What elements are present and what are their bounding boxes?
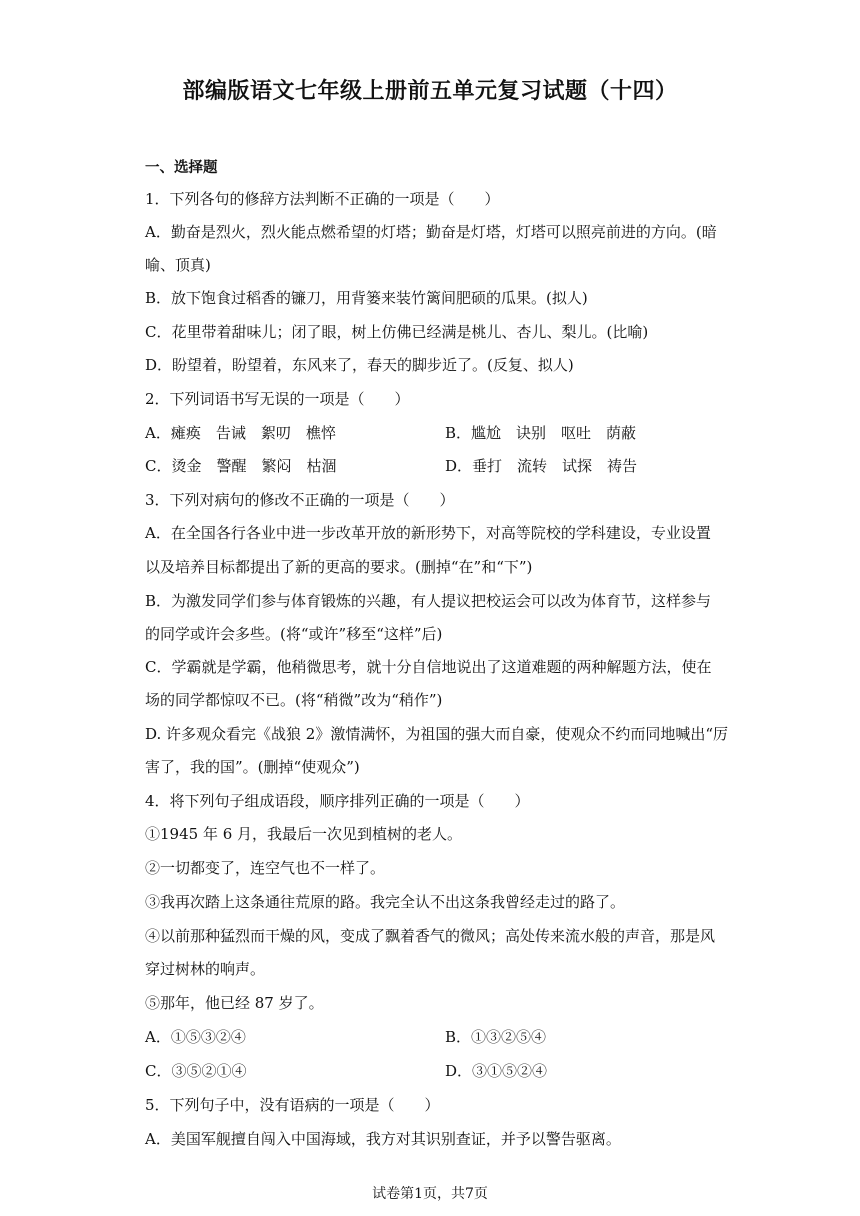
q1-option-d: D．盼望着，盼望着，东风来了，春天的脚步近了。(反复、拟人) [145, 356, 574, 374]
q4-sentence-4-cont: 穿过树林的响声。 [145, 960, 266, 978]
q2-option-d: D．垂打 流转 试探 祷告 [445, 457, 638, 475]
q2-option-a: A．瘫痪 告诫 絮叨 樵悴 [145, 424, 336, 442]
q4-sentence-3: ③我再次踏上这条通往荒原的路。我完全认不出这条我曾经走过的路了。 [145, 893, 626, 911]
question-5-stem: 5．下列句子中，没有语病的一项是（ ） [145, 1096, 440, 1114]
q2-option-b: B．尴尬 诀别 呕吐 荫蔽 [445, 424, 637, 442]
q1-option-a: A．勤奋是烈火，烈火能点燃希望的灯塔；勤奋是灯塔，灯塔可以照亮前进的方向。(暗 [145, 223, 717, 241]
q4-sentence-1: ①1945 年 6 月，我最后一次见到植树的老人。 [145, 825, 463, 843]
q3-option-d-cont: 害了，我的国”。(删掉“使观众”) [145, 758, 360, 776]
q4-option-b: B．①③②⑤④ [445, 1028, 547, 1046]
q2-option-c: C．烫金 警醒 繁闷 枯涸 [145, 457, 337, 475]
q3-option-b: B．为激发同学们参与体育锻炼的兴趣，有人提议把校运会可以改为体育节，这样参与 [145, 592, 712, 610]
question-1-stem: 1．下列各句的修辞方法判断不正确的一项是（ ） [145, 190, 500, 208]
q3-option-d: D. 许多观众看完《战狼 2》激情满怀，为祖国的强大而自豪，使观众不约而同地喊出“厉 [145, 725, 729, 743]
q3-option-c: C．学霸就是学霸，他稍微思考，就十分自信地说出了这道难题的两种解题方法，使在 [145, 658, 712, 676]
q3-option-a: A．在全国各行各业中进一步改革开放的新形势下，对高等院校的学科建设，专业设置 [145, 524, 711, 542]
q5-option-a: A．美国军舰擅自闯入中国海域，我方对其识别查证，并予以警告驱离。 [145, 1130, 621, 1148]
q3-option-a-cont: 以及培养目标都提出了新的更高的要求。(删掉“在”和“下”) [145, 558, 533, 576]
question-2-stem: 2．下列词语书写无误的一项是（ ） [145, 390, 410, 408]
question-3-stem: 3．下列对病句的修改不正确的一项是（ ） [145, 491, 455, 509]
question-4-stem: 4．将下列句子组成语段，顺序排列正确的一项是（ ） [145, 792, 530, 810]
q3-option-c-cont: 场的同学都惊叹不已。(将“稍微”改为“稍作”) [145, 691, 443, 709]
q4-option-d: D．③①⑤②④ [445, 1062, 548, 1080]
q4-sentence-5: ⑤那年，他已经 87 岁了。 [145, 994, 324, 1012]
section-heading: 一、选择题 [145, 160, 218, 176]
page-title: 部编版语文七年级上册前五单元复习试题（十四） [182, 79, 678, 104]
q4-sentence-2: ②一切都变了，连空气也不一样了。 [145, 859, 386, 877]
q1-option-b: B．放下饱食过稻香的镰刀，用背篓来装竹篱间肥硕的瓜果。(拟人) [145, 289, 588, 307]
q4-option-c: C．③⑤②①④ [145, 1062, 247, 1080]
q1-option-c: C．花里带着甜味儿；闭了眼，树上仿佛已经满是桃儿、杏儿、梨儿。(比喻) [145, 323, 649, 341]
q4-option-a: A．①⑤③②④ [145, 1028, 246, 1046]
q1-option-a-cont: 喻、顶真) [145, 256, 211, 274]
q4-sentence-4: ④以前那种猛烈而干燥的风，变成了飘着香气的微风；高处传来流水般的声音，那是风 [145, 927, 716, 945]
q3-option-b-cont: 的同学或许会多些。(将“或许”移至“这样”后) [145, 625, 443, 643]
page-footer: 试卷第1页，共7页 [372, 1186, 488, 1202]
